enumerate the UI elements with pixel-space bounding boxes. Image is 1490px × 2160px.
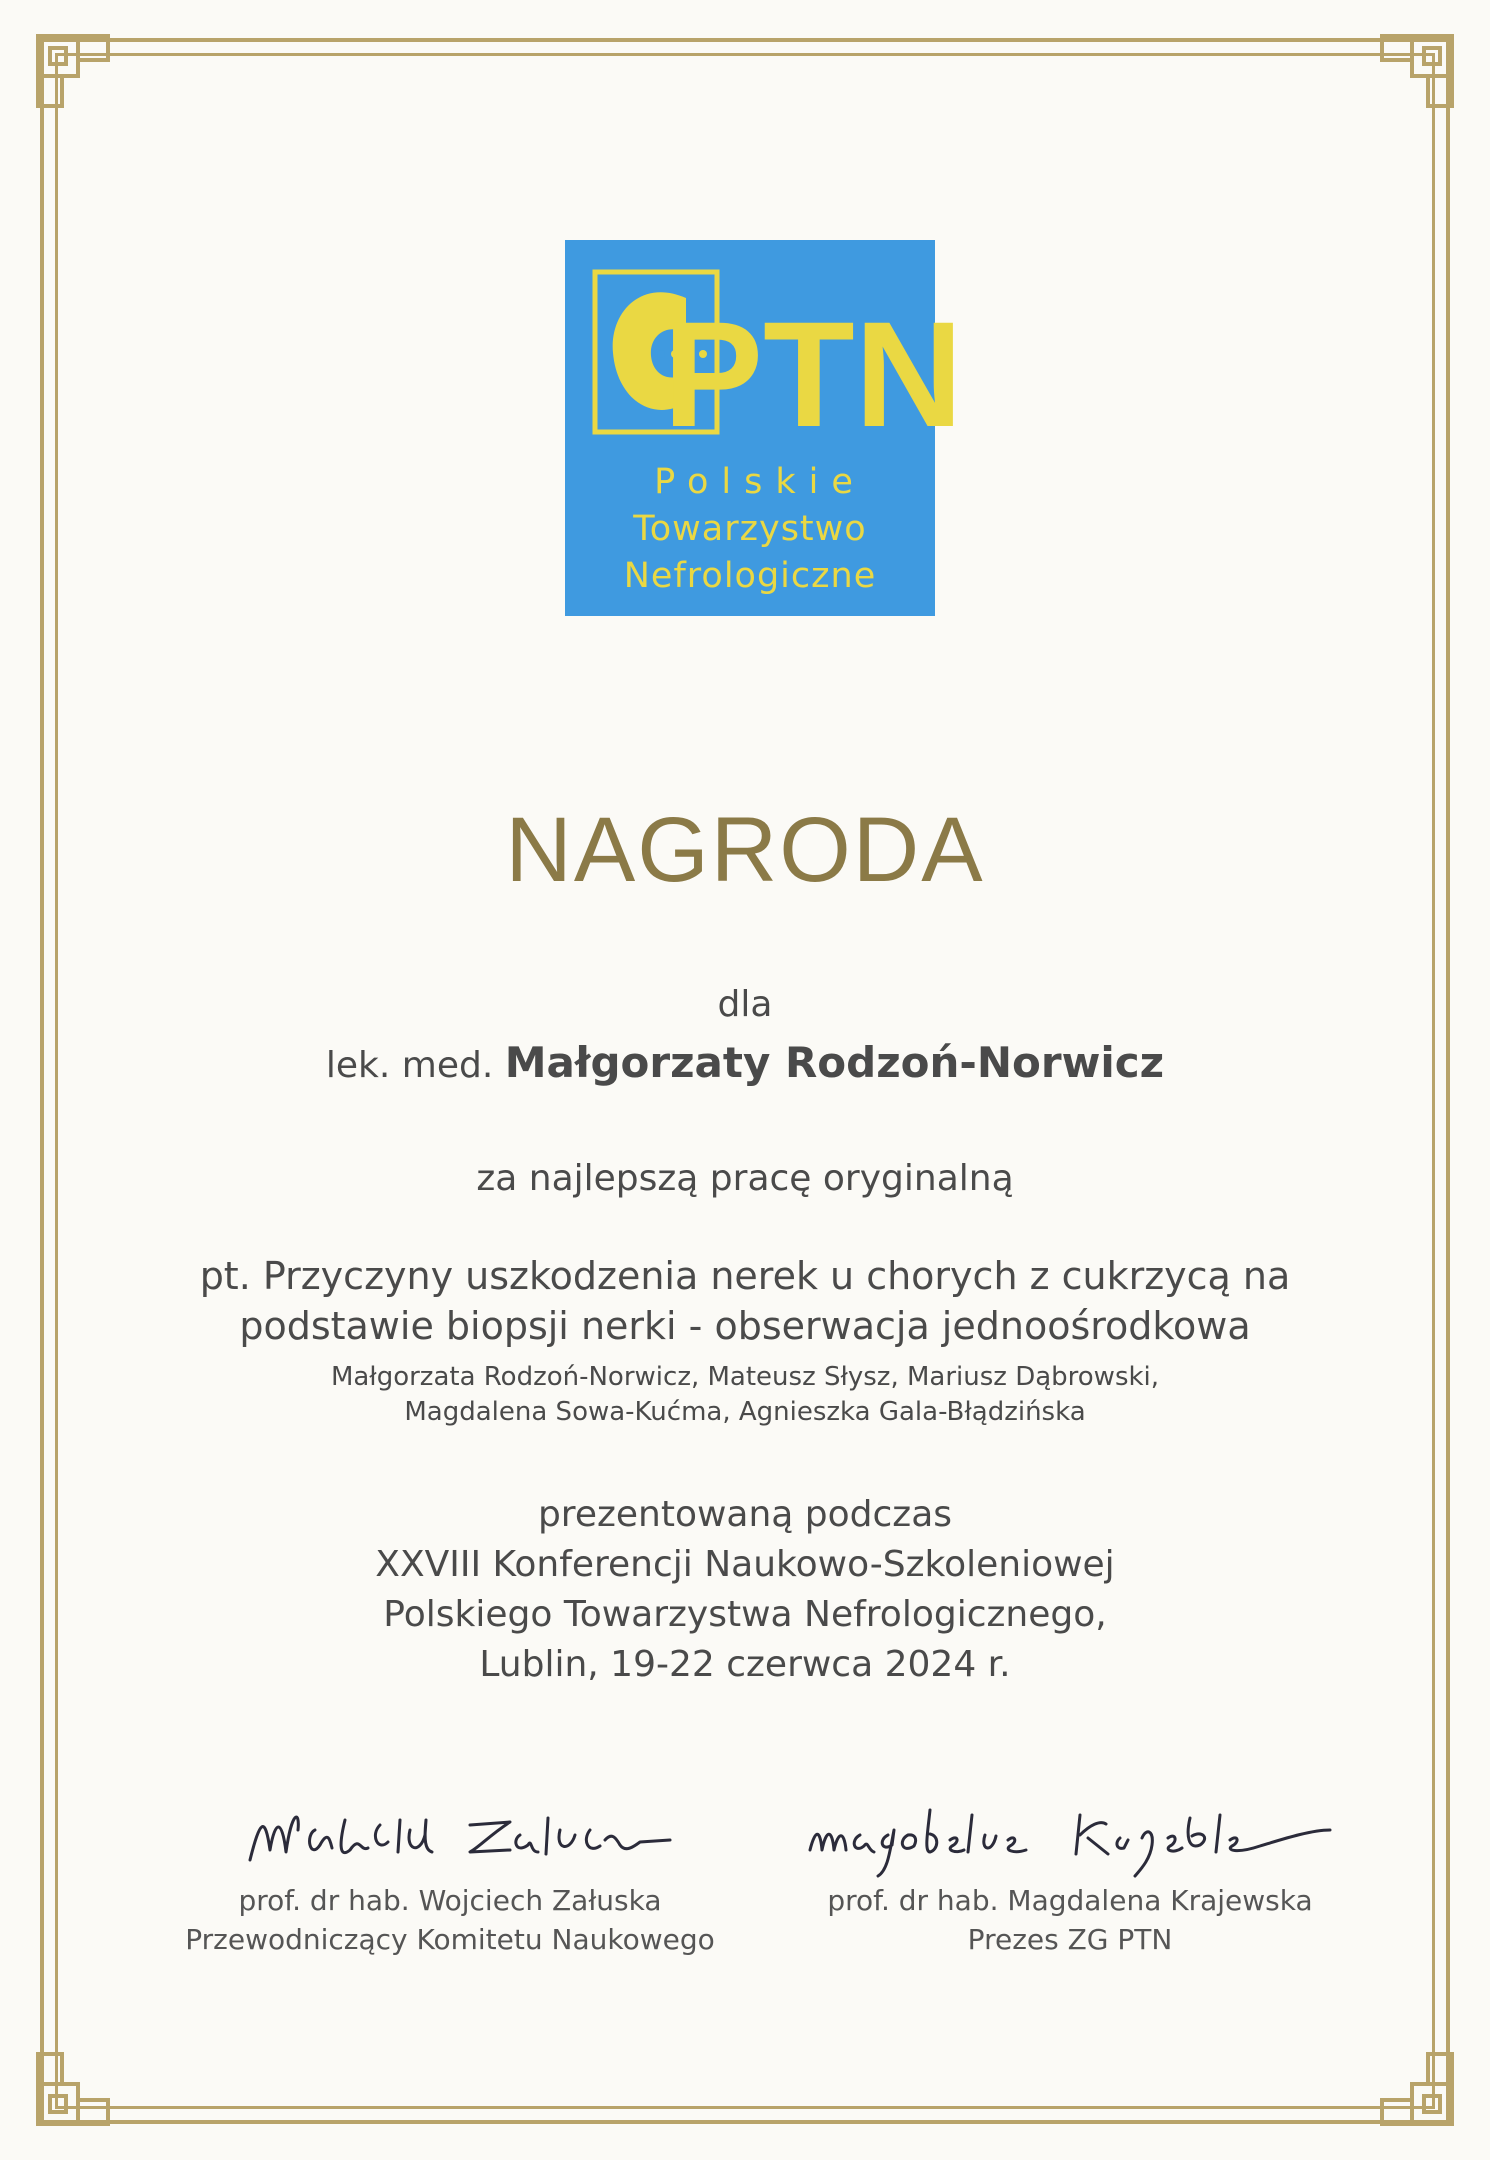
handwritten-signature-left [220, 1790, 680, 1880]
logo-text-line2: Towarzystwo [633, 509, 867, 549]
paper-title-line2: podstawie biopsji nerki - obserwacja jednoośrodkowa [239, 1304, 1251, 1348]
signature-block-right [780, 1790, 1360, 1956]
corner-ornament-bottom-left-icon [30, 2014, 148, 2132]
corner-ornament-bottom-right-icon [1342, 2014, 1460, 2132]
recipient-line [0, 1038, 1490, 1087]
signatory-left-role: Przewodniczący Komitetu Naukowego [185, 1923, 715, 1956]
signature-block-left [150, 1790, 750, 1956]
presented-text: prezentowaną podczas [537, 1494, 953, 1535]
ptn-kidney-logo-mark-icon [591, 268, 963, 458]
signatory-right-name: prof. dr hab. Magdalena Krajewska [827, 1884, 1313, 1917]
logo-text-line3: Nefrologiczne [623, 556, 877, 596]
handwritten-signature-right [790, 1790, 1350, 1880]
ptn-logo-mark-text: PTN [663, 290, 963, 458]
logo-text-line1: Polskie [654, 462, 866, 502]
paper-title-line1: pt. Przyczyny uszkodzenia nerek u chorych z cukrzycą na [199, 1254, 1291, 1298]
corner-ornament-top-left-icon [30, 28, 148, 146]
ptn-logo [565, 240, 963, 616]
authors-line1: Małgorzata Rodzoń-Norwicz, Mateusz Słysz, Mariusz Dąbrowski, [330, 1362, 1160, 1392]
conference-line3: Lublin, 19-22 czerwca 2024 r. [479, 1644, 1011, 1685]
authors-line2: Magdalena Sowa-Kućma, Agnieszka Gala-Błądzińska [404, 1397, 1086, 1427]
recipient-name: Małgorzaty Rodzoń-Norwicz [504, 1038, 1165, 1087]
corner-ornament-top-right-icon [1342, 28, 1460, 146]
signatory-right-role: Prezes ZG PTN [967, 1923, 1173, 1956]
conference-line2: Polskiego Towarzystwa Nefrologicznego, [383, 1594, 1107, 1635]
signatory-left-name: prof. dr hab. Wojciech Załuska [238, 1884, 662, 1917]
conference-line1: XXVIII Konferencji Naukowo-Szkoleniowej [375, 1544, 1115, 1585]
recipient-prefix: lek. med. [325, 1045, 494, 1086]
award-reason: za najlepszą pracę oryginalną [476, 1158, 1014, 1199]
certificate-heading: NAGRODA [505, 799, 985, 901]
for-word: dla [717, 984, 773, 1025]
